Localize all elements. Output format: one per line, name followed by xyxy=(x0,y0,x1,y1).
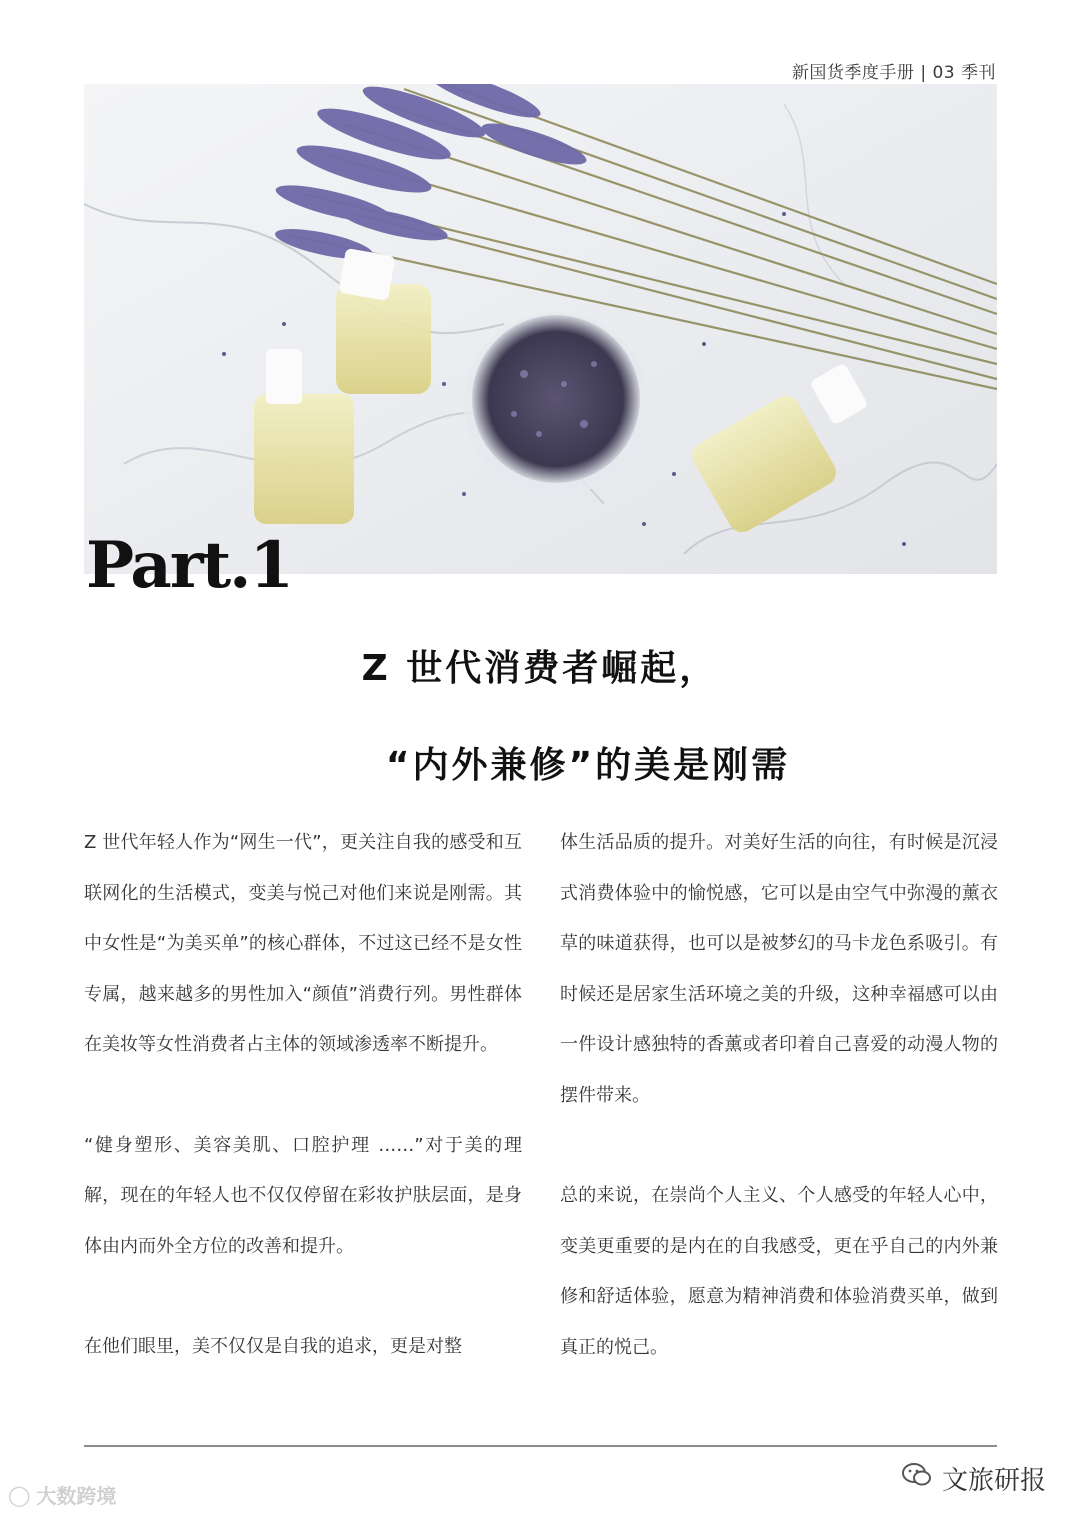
right-paragraph-1: 体生活品质的提升。对美好生活的向往，有时候是沉浸式消费体验中的愉悦感，它可以是由空气中弥漫的薰衣草的味道获得，也可以是被梦幻的马卡龙色系吸引。有时候还是居家生活环境之美的升级，这种幸福感可以由一件设计感独特的香薰或者印着自己喜爱的动漫人物的摆件带来。 xyxy=(560,832,998,1106)
watermark-left-text: 大数跨境 xyxy=(36,1484,117,1508)
left-paragraph-2: “健身塑形、美容美肌、口腔护理 ……”对于美的理解，现在的年轻人也不仅仅停留在彩妆护肤层面，是身体由内而外全方位的改善和提升。 xyxy=(84,1134,522,1257)
watermark-left xyxy=(8,1480,116,1509)
left-column xyxy=(84,818,522,1373)
page-title-line-2: “内外兼修”的美是刚需 xyxy=(385,745,791,786)
wechat-icon xyxy=(902,1462,932,1495)
page-title-line-1: Z 世代消费者崛起， xyxy=(361,648,719,689)
right-column xyxy=(560,818,998,1373)
left-paragraph-3: 在他们眼里，美不仅仅是自我的追求，更是对整 xyxy=(84,1336,462,1357)
right-paragraph-2: 总的来说，在崇尚个人主义、个人感受的年轻人心中，变美更重要的是内在的自我感受，更在乎自己的内外兼修和舒适体验，愿意为精神消费和体验消费买单，做到真正的悦己。 xyxy=(560,1185,998,1358)
section-label: Part.1 xyxy=(86,528,292,603)
logo-icon: ◯ xyxy=(8,1482,31,1507)
hero-image-lavender-oils xyxy=(84,84,997,574)
footer-divider xyxy=(84,1445,997,1447)
watermark-right xyxy=(902,1460,1046,1497)
left-paragraph-1: Z 世代年轻人作为“网生一代”，更关注自我的感受和互联网化的生活模式，变美与悦己对他们来说是刚需。其中女性是“为美买单”的核心群体，不过这已经不是女性专属，越来越多的男性加入“颜值”消费行列。男性群体在美妆等女性消费者占主体的领域渗透率不断提升。 xyxy=(84,832,522,1055)
publication-header: 新国货季度手册 | 03 季刊 xyxy=(791,63,996,83)
watermark-right-text: 文旅研报 xyxy=(941,1466,1046,1496)
